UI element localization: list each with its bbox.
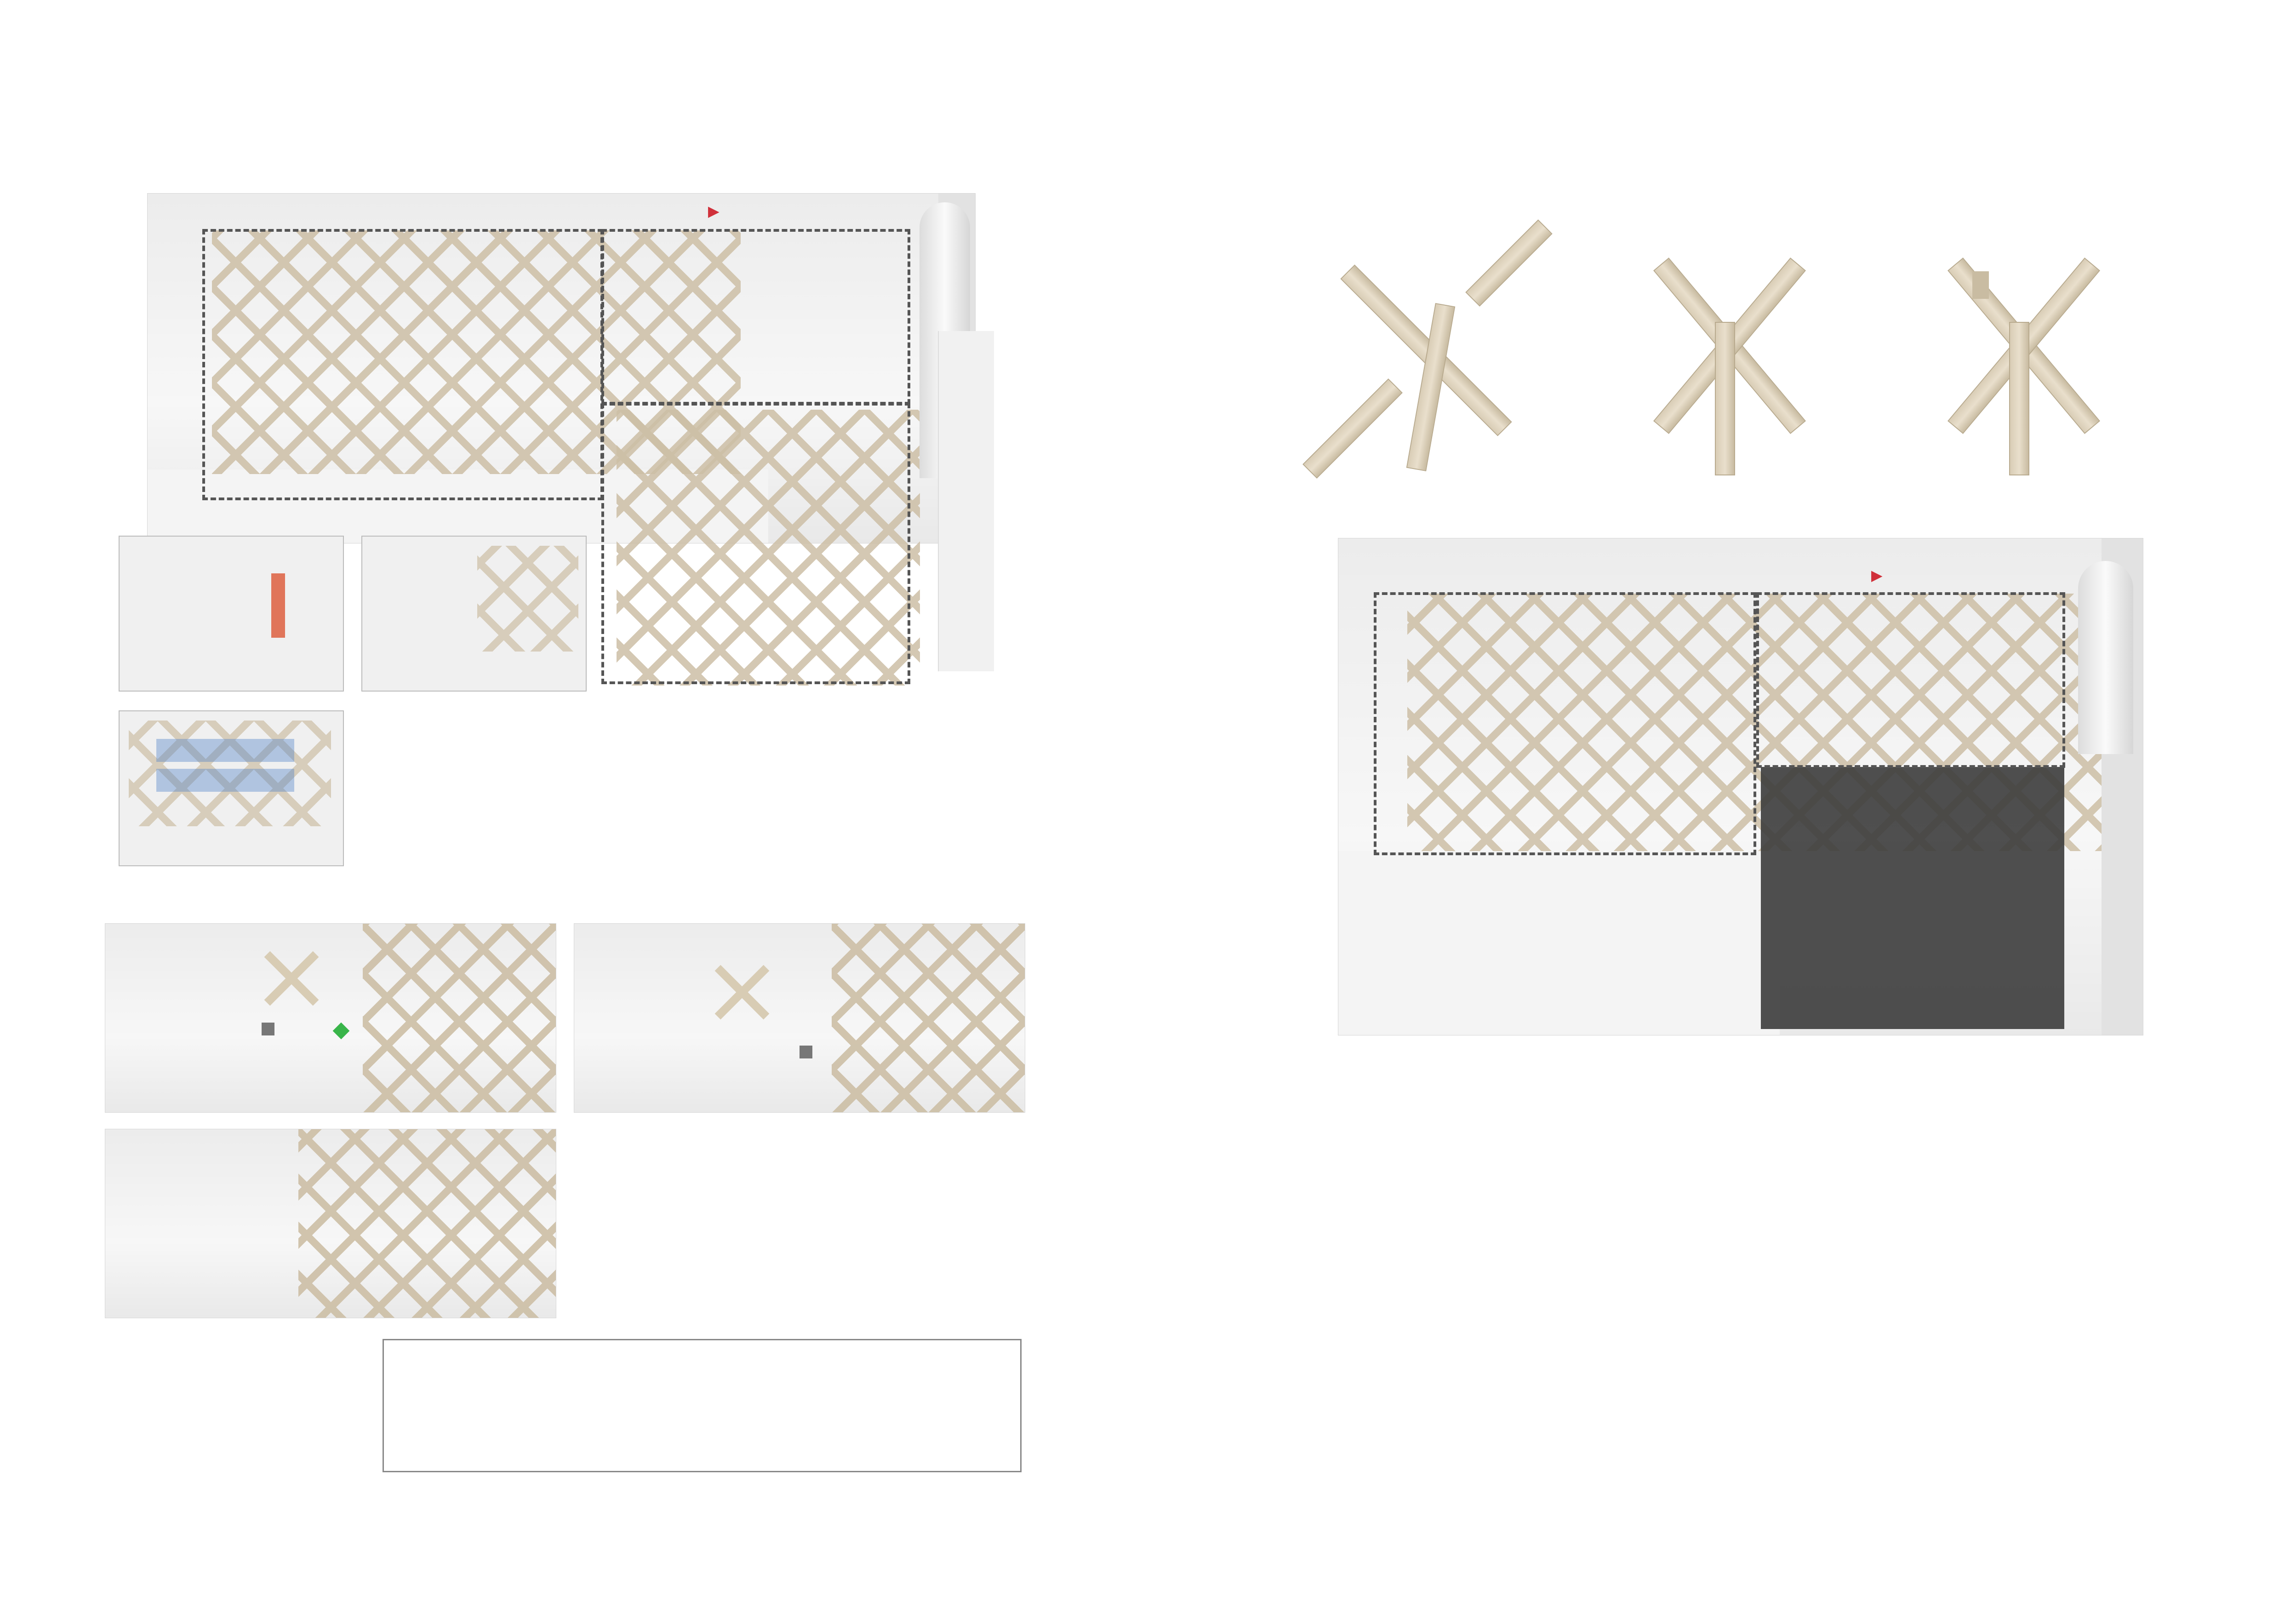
- mini-phase2: [361, 536, 587, 692]
- phase1-box: [601, 403, 910, 684]
- roles-table-box: [383, 1339, 1022, 1472]
- front-vertical-title: [988, 202, 1029, 212]
- mini-phase3: [119, 710, 344, 866]
- assembly-step3-render: [1903, 212, 2142, 487]
- back-cylinder: [2078, 561, 2133, 754]
- phase1-done-overlay: [1761, 767, 2064, 1029]
- arrow-down-icon: [271, 573, 285, 638]
- diamond-marker-icon: [333, 1023, 350, 1040]
- install-step2-render: [574, 923, 1025, 1113]
- assembly-step1-render: [1278, 212, 1572, 487]
- back-phase2-box: [1756, 592, 2065, 768]
- install-step1-render: [105, 923, 556, 1113]
- arrow-right-icon: ▶: [1871, 566, 1883, 584]
- back-phase3-box: [1374, 592, 1756, 855]
- phase3-box: [202, 229, 603, 500]
- arrow-note: [708, 202, 720, 220]
- mini-phase1: [119, 536, 344, 692]
- back-vertical-title: [2147, 216, 2187, 225]
- assembly-step2-render: [1609, 212, 1848, 487]
- phase2-box: [601, 229, 910, 405]
- back-arrow-note: [1871, 566, 1883, 584]
- arrow-right-icon: ▶: [708, 202, 720, 220]
- install-step3-render: [105, 1129, 556, 1318]
